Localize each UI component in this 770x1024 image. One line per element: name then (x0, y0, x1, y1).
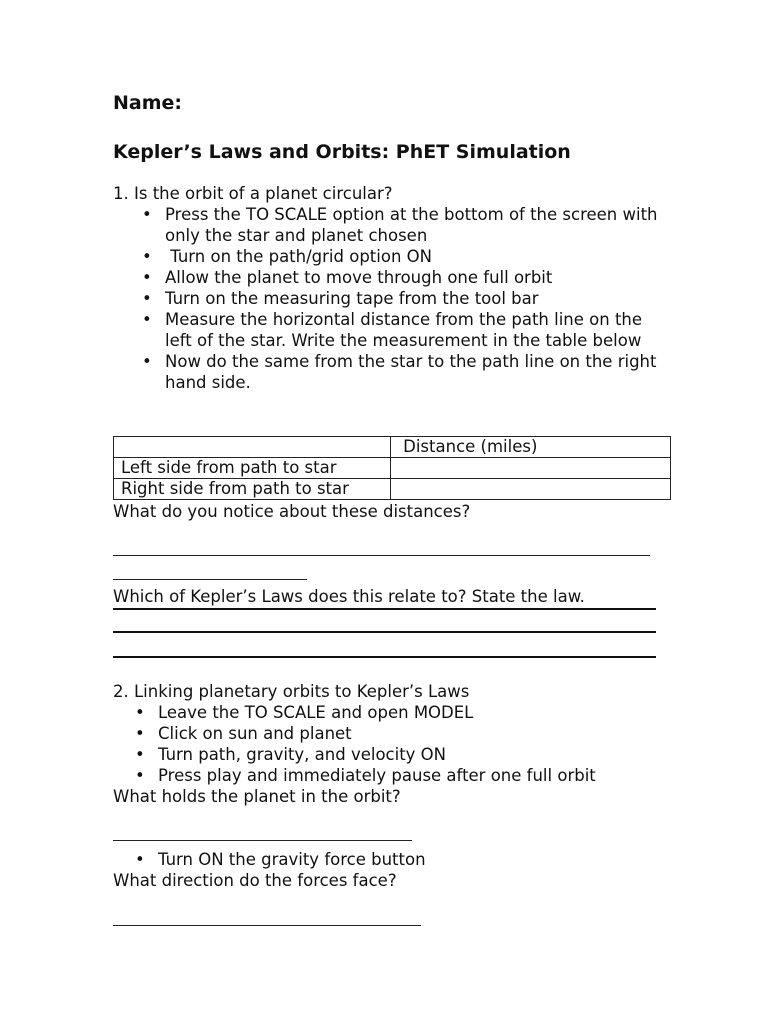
list-item: • Press play and immediately pause after one full orbit (135, 766, 596, 785)
direction-answer-blank[interactable] (113, 911, 421, 930)
list-item: • Click on sun and planet (135, 724, 352, 743)
list-item: • Leave the TO SCALE and open MODEL (135, 703, 474, 722)
bullet-icon: • (142, 268, 152, 287)
table-row (114, 458, 671, 479)
answer-line[interactable] (113, 631, 656, 633)
gravity-section (113, 849, 426, 891)
question-2-section (113, 681, 596, 807)
list-item: • Allow the planet to move through one full orbit (142, 268, 553, 287)
holds-answer-blank[interactable] (113, 826, 412, 845)
question-1-section (113, 183, 658, 393)
holds-question: What holds the planet in the orbit? (113, 787, 401, 806)
bullet-icon: • (142, 247, 152, 266)
list-item: • Turn path, gravity, and velocity ON (135, 745, 447, 764)
answer-line[interactable] (113, 656, 656, 658)
direction-question: What direction do the forces face? (113, 871, 397, 890)
table-cell-answer[interactable] (391, 479, 671, 500)
bullet-icon: • (142, 352, 152, 371)
table-cell-label: Left side from path to star (114, 458, 391, 479)
bullet-icon: • (142, 289, 152, 308)
table-header-blank (114, 437, 391, 458)
table-cell-label: Right side from path to star (114, 479, 391, 500)
table-row (114, 479, 671, 500)
notice-answer-blank[interactable] (113, 541, 650, 560)
list-item: • Now do the same from the star to the path line on the right hand side. (142, 352, 657, 392)
bullet-icon: • (135, 703, 145, 722)
list-item: • Turn ON the gravity force button (135, 850, 426, 869)
question-2-heading: 2. Linking planetary orbits to Kepler’s Laws (113, 682, 470, 701)
bullet-icon: • (142, 205, 152, 224)
notice-question: What do you notice about these distances? (113, 502, 471, 521)
question-2-steps (113, 702, 596, 786)
table-header-row (114, 437, 671, 458)
list-item: • Measure the horizontal distance from the path line on the left of the star. Write the measurement in the table below (142, 310, 643, 350)
list-item: • Turn on the measuring tape from the tool bar (142, 289, 539, 308)
list-item: • Press the TO SCALE option at the bottom of the screen with only the star and planet chosen (142, 205, 658, 245)
distance-table (113, 436, 671, 500)
question-1-steps (113, 204, 658, 393)
name-label: Name: (113, 92, 183, 114)
bullet-icon: • (135, 766, 145, 785)
notice-answer-blank-2[interactable] (113, 565, 307, 584)
bullet-icon: • (135, 745, 145, 764)
table-header-distance: Distance (miles) (391, 437, 671, 458)
bullet-icon: • (135, 850, 145, 869)
page-title: Kepler’s Laws and Orbits: PhET Simulation (113, 141, 571, 163)
question-1-text: 1. Is the orbit of a planet circular? (113, 184, 393, 203)
gravity-steps (113, 849, 426, 870)
bullet-icon: • (135, 724, 145, 743)
bullet-icon: • (142, 310, 152, 329)
answer-line[interactable] (113, 608, 656, 610)
list-item: • Turn on the path/grid option ON (142, 247, 432, 266)
law-question: Which of Kepler’s Laws does this relate to? State the law. (113, 587, 585, 606)
table-cell-answer[interactable] (391, 458, 671, 479)
